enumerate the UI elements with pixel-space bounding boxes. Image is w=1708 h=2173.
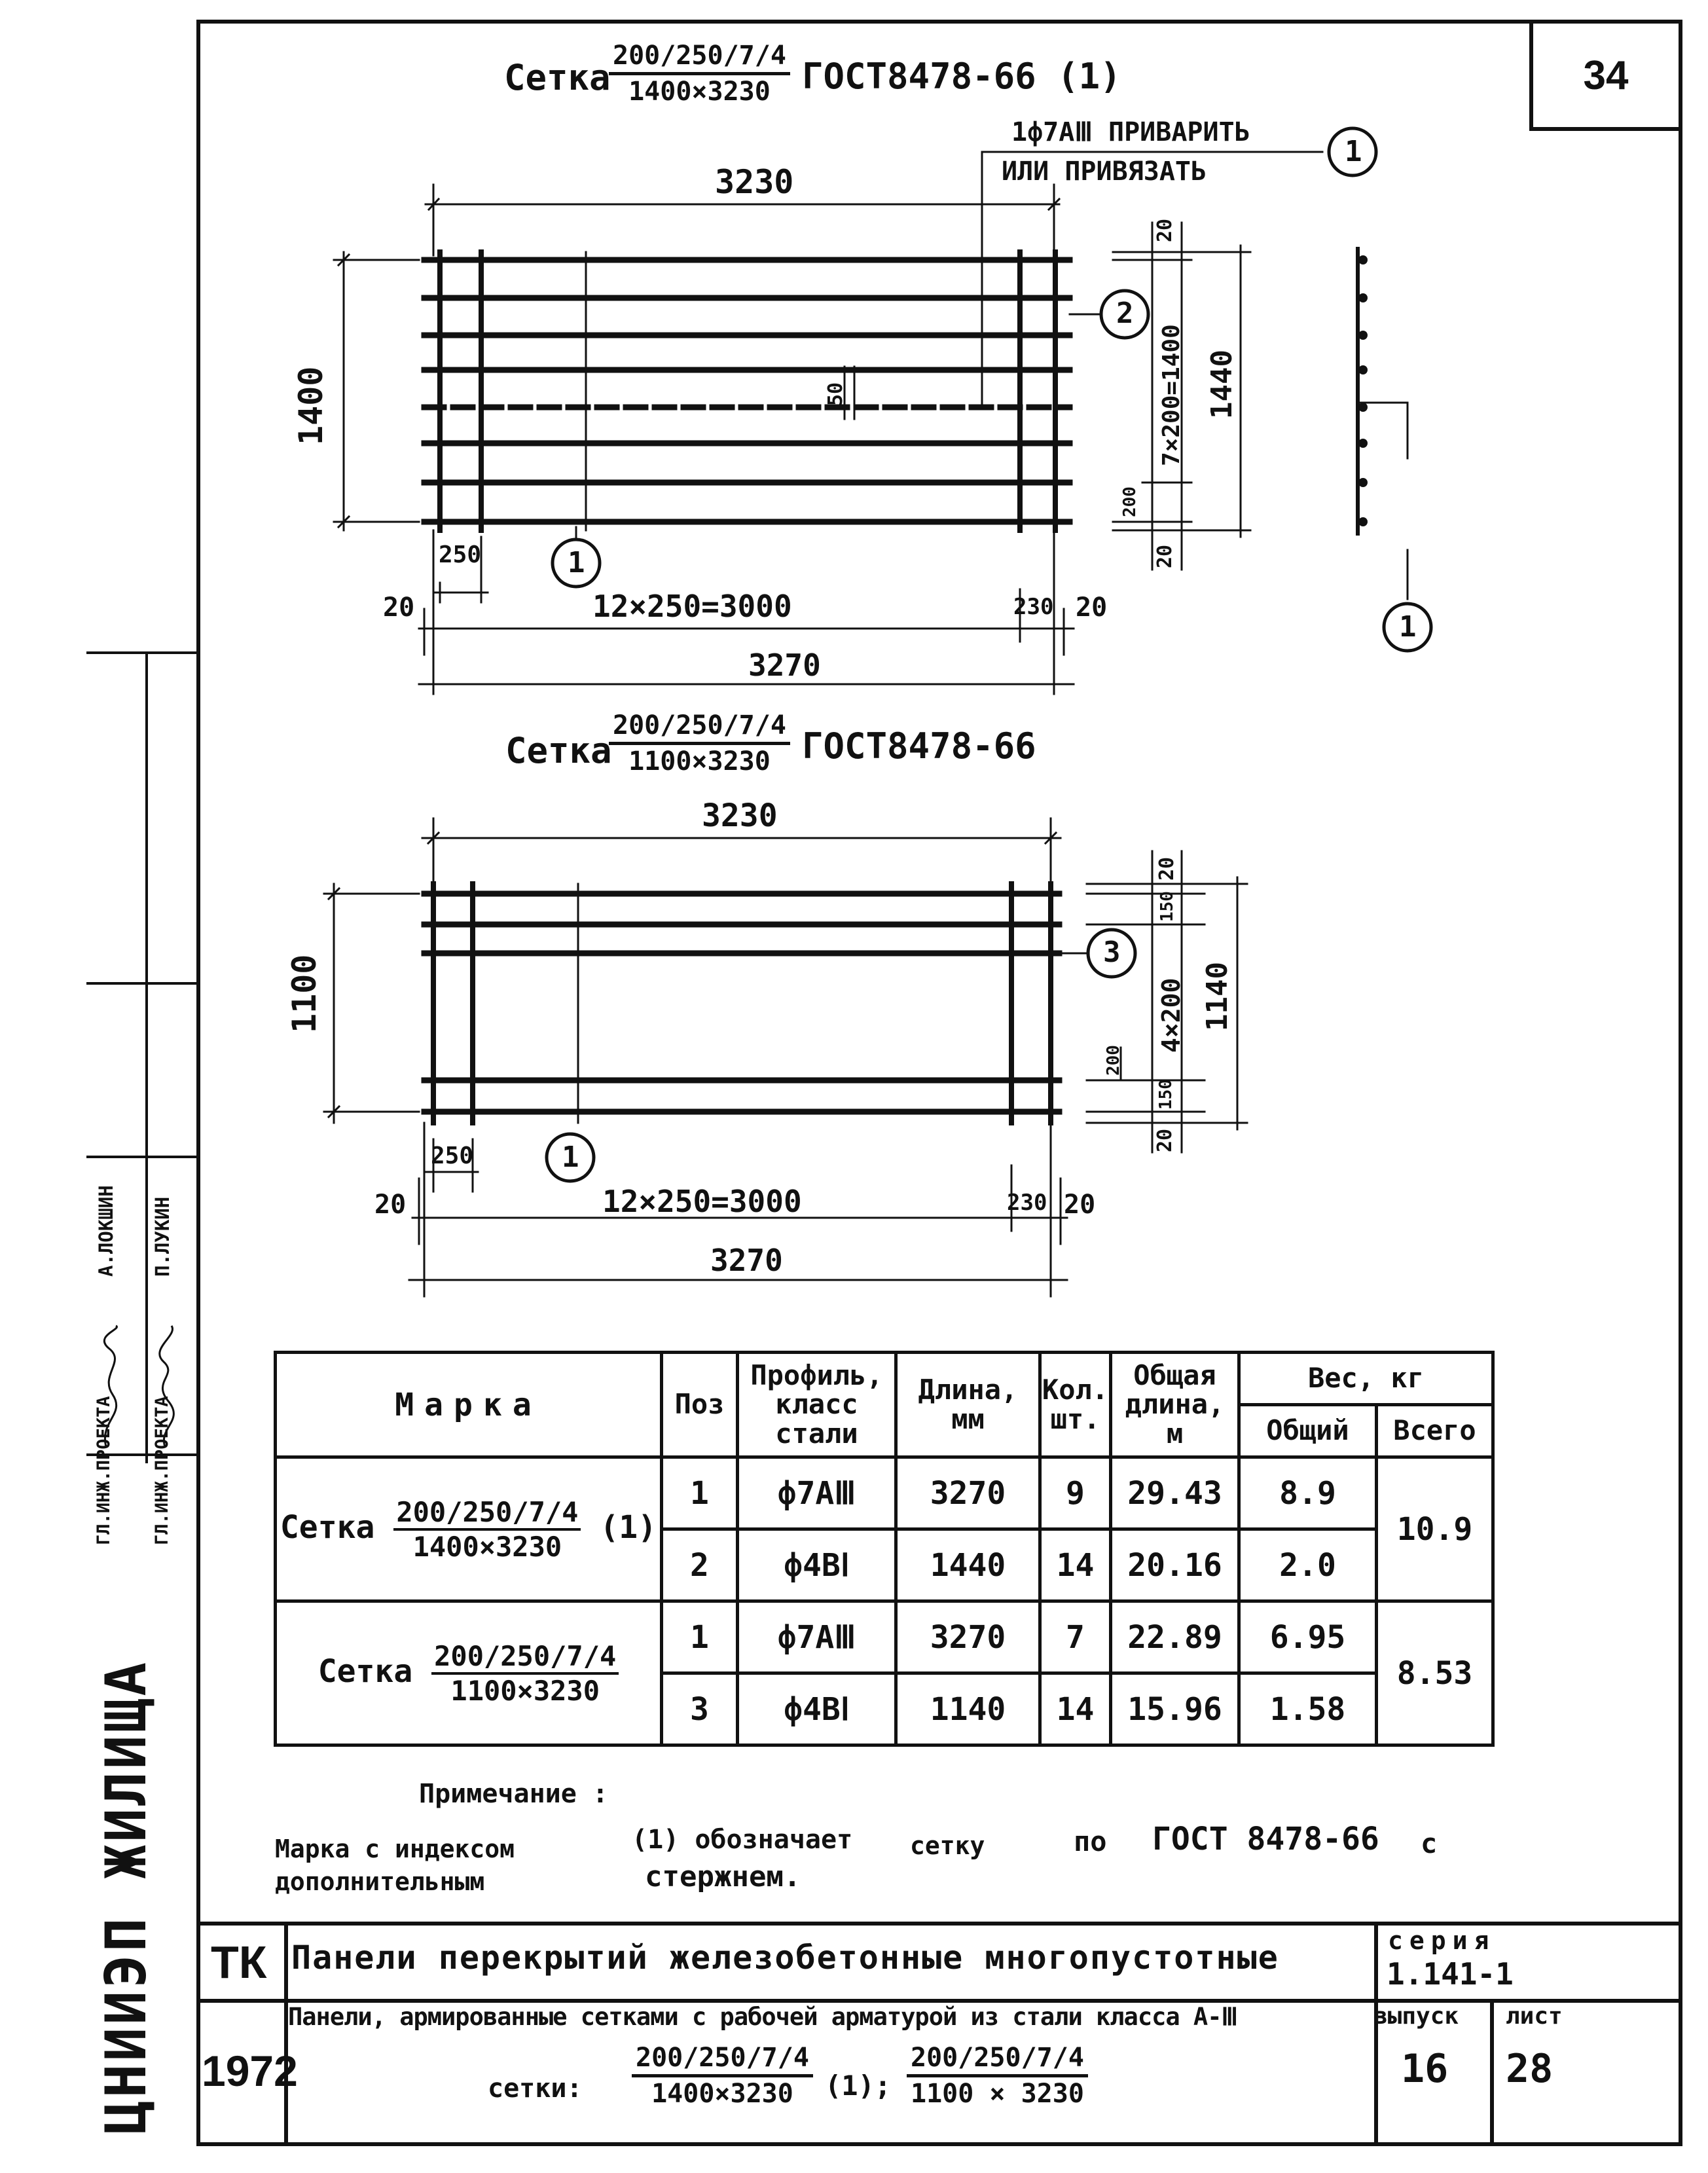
cell-total-length: 22.89 [1111,1601,1239,1673]
title-frac1: $\frac{200/250/7/4}{1400\times 3230}$ [632,2043,813,2109]
cell-total-length: 29.43 [1111,1457,1239,1529]
title-year: 1972 [202,2047,298,2095]
mesh1-pos-1-side: 1 [1399,610,1417,644]
hdr-length: Длина, мм [896,1353,1040,1457]
table-row [276,1457,1493,1529]
mesh2-dim-bars: 12×250=3000 [602,1184,802,1219]
title-subtitle: Панели, армированные сетками с рабочей арматурой из стали класса А-Ⅲ [288,2003,1237,2031]
cell-qty: 7 [1040,1601,1111,1673]
note-line2-b: стержнем. [645,1860,801,1893]
cell-profile: ф7АⅢ [738,1601,896,1673]
mesh2-dim-height: 1100 [285,954,323,1033]
mesh2-pos-1: 1 [562,1141,579,1174]
note-line1-a: Марка с индексом [275,1835,515,1863]
series-label: серия [1388,1926,1496,1955]
mesh2-dim-20-bot: 20 [1154,1128,1176,1152]
mesh1-dim-total: 3270 [748,648,821,683]
mesh1-dim-total-h: 1440 [1205,350,1239,419]
mesh1-longitudinal-bars [424,260,1070,522]
stamp-role1: ГЛ.ИНЖ.ПРОЕКТА [94,1396,114,1545]
hdr-pos: Поз [662,1353,738,1457]
mesh2-longitudinal-bars [424,894,1059,1112]
hdr-qty: Кол. шт. [1040,1353,1111,1457]
note-line1-c: сетку [910,1831,985,1860]
mesh1-dim-20-top: 20 [1154,218,1176,242]
cell-profile: ф4ВⅠ [738,1529,896,1601]
sheet-page-number: 34 [1529,20,1682,131]
cell-profile: ф7АⅢ [738,1457,896,1529]
mesh1-dim-250: 250 [439,541,482,568]
mesh2-dim-150-bot: 150 [1156,1079,1176,1110]
hdr-weight: Вес, кг [1239,1353,1493,1405]
mesh2-dim-20-right: 20 [1064,1190,1096,1220]
title-org: ТК [211,1937,267,1988]
mesh1-pos-1-note: 1 [1345,135,1362,168]
mesh1-note-line1: 1ф7АⅢ ПРИВАРИТЬ [1011,117,1250,147]
table-row [276,1601,1493,1673]
spec-table [274,1351,1495,1747]
mesh1-dim-spacing: 7×200=1400 [1158,324,1185,466]
cell-pos: 3 [662,1673,738,1745]
stamp-signatures [86,1323,198,1453]
cell-length: 1440 [896,1529,1040,1601]
cell-length: 3270 [896,1601,1040,1673]
group2-total: 8.53 [1377,1601,1493,1745]
mesh1-dim-height: 1400 [292,366,330,445]
mesh2-pos-3: 3 [1103,936,1121,969]
mesh2-dim-200: 200 [1104,1045,1123,1076]
mesh1-pos-1: 1 [568,546,585,579]
cell-qty: 14 [1040,1529,1111,1601]
issue-value: 16 [1401,2046,1449,2092]
mesh1-dim-20-bot: 20 [1154,544,1176,568]
sheet-value: 28 [1506,2046,1554,2092]
cell-total-length: 15.96 [1111,1673,1239,1745]
note-title: Примечание : [419,1779,608,1809]
mesh2-dim-total-h: 1140 [1201,962,1234,1031]
note-line2-a: дополнительным [275,1867,485,1896]
group2-mark: Сетка $\frac{200/250/7/4}{1100\times 3230}$ [276,1601,662,1745]
cell-pos: 1 [662,1457,738,1529]
stamp-org: ЦНИИЭП ЖИЛИЩА [94,1659,159,2134]
mesh1-dim-bars: 12×250=3000 [592,589,792,624]
mesh1-note-line2: ИЛИ ПРИВЯЗАТЬ [1002,156,1207,187]
group1-mark: Сетка $\frac{200/250/7/4}{1400\times 3230}$ (1) [276,1457,662,1601]
mesh1-fraction [609,41,790,107]
mesh1-frac-num: 200/250/7/4 [609,41,790,75]
cell-weight: 8.9 [1239,1457,1377,1529]
hdr-mark: Марка [276,1353,662,1457]
mesh1-dim-230: 230 [1013,594,1054,620]
mesh2-frac-den: 1100×3230 [628,746,771,776]
mesh2-dim-230: 230 [1007,1190,1047,1216]
title-frac1-suffix: (1); [825,2070,892,2102]
note-line1-d: по [1074,1825,1107,1857]
mesh1-gost: ГОСТ8478-66 (1) [802,56,1121,97]
cell-weight: 1.58 [1239,1673,1377,1745]
stamp-name1: А.ЛОКШИН [95,1185,117,1277]
cell-weight: 2.0 [1239,1529,1377,1601]
mesh2-dim-top: 3230 [702,797,778,834]
title-frac2: $\frac{200/250/7/4}{1100 \times 3230}$ [907,2043,1088,2109]
stamp-name2: П.ЛУКИН [151,1196,173,1277]
stamp-role2: ГЛ.ИНЖ.ПРОЕКТА [152,1396,172,1545]
sheet-label: лист [1506,2003,1563,2030]
mesh1-pos-2: 2 [1116,297,1134,330]
mesh1-dim-20-right: 20 [1076,593,1108,623]
mesh2-fraction [609,710,790,776]
mesh2-gost: ГОСТ8478-66 [802,725,1036,767]
hdr-profile: Профиль, класс стали [738,1353,896,1457]
mesh1-dim-20-left: 20 [383,593,415,623]
mesh2-frac-num: 200/250/7/4 [609,710,790,745]
mesh2-dim-150-top: 150 [1157,891,1177,922]
series-value: 1.141-1 [1387,1956,1514,1992]
mesh2-dim-total: 3270 [710,1243,783,1278]
note-line1-e: ГОСТ 8478-66 [1152,1821,1379,1857]
mesh2-dim-20-top: 20 [1155,856,1178,881]
mesh1-dim-200: 200 [1120,486,1140,517]
mesh2-label: Сетка [505,730,612,771]
cell-profile: ф4ВⅠ [738,1673,896,1745]
cell-total-length: 20.16 [1111,1529,1239,1601]
mesh1-dim-top: 3230 [715,163,794,201]
cell-pos: 2 [662,1529,738,1601]
note-line1-f: с [1421,1827,1438,1859]
mesh1-transverse-bars [440,252,1055,530]
mesh2-dim-20-left: 20 [374,1190,407,1220]
mesh1-section-dots [1358,255,1368,526]
cell-pos: 1 [662,1601,738,1673]
cell-weight: 6.95 [1239,1601,1377,1673]
group1-total: 10.9 [1377,1457,1493,1601]
mesh1-label: Сетка [504,57,611,98]
cell-qty: 9 [1040,1457,1111,1529]
cell-length: 1140 [896,1673,1040,1745]
mesh1-frac-den: 1400×3230 [628,77,771,107]
position-circles [547,128,1431,1181]
mesh1-drawing [334,152,1408,694]
note-line1-b: (1) обозначает [632,1825,853,1855]
title-main: Панели перекрытий железобетонные многопустотные [291,1939,1279,1977]
mesh2-dim-spacing: 4×200 [1157,977,1186,1053]
cell-qty: 14 [1040,1673,1111,1745]
hdr-total-length: Общая длина, м [1111,1353,1239,1457]
mesh1-dim-50: 50 [824,382,847,406]
mesh2-dim-250: 250 [431,1142,474,1169]
hdr-weight-total: Общий [1239,1405,1377,1457]
issue-label: выпуск [1373,2003,1459,2030]
mesh2-transverse-bars [433,884,1051,1123]
title-subtitle-prefix: сетки: [488,2073,583,2104]
hdr-weight-all: Всего [1377,1405,1493,1457]
cell-length: 3270 [896,1457,1040,1529]
